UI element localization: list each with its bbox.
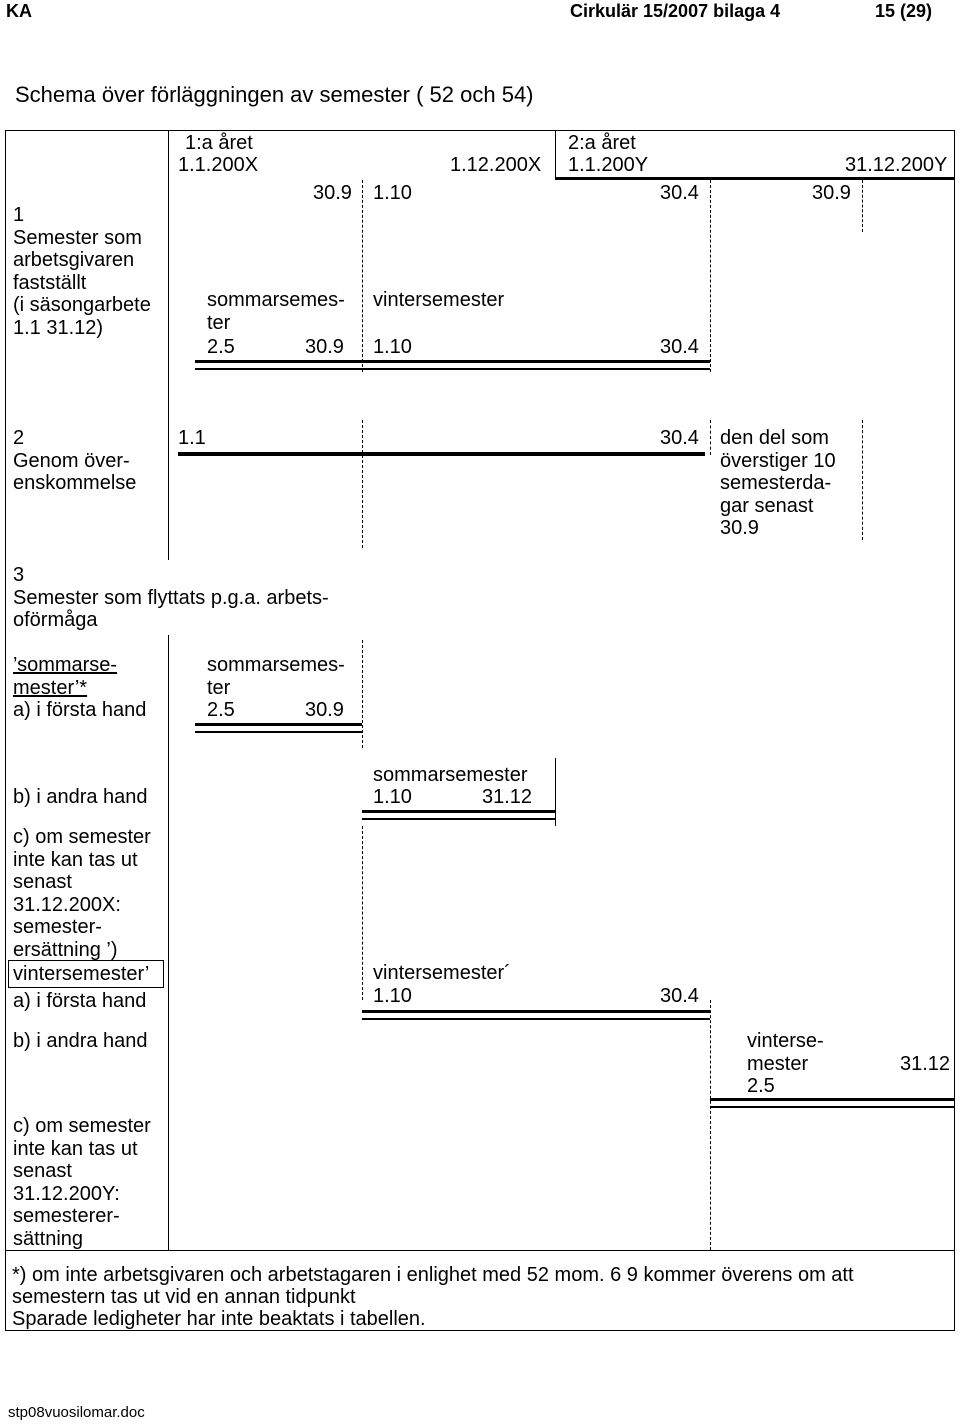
winter-b-label: b) i andra hand [13, 1030, 148, 1052]
guide-line-30-9 [862, 180, 863, 232]
winter-c-label-line: sättning [13, 1227, 84, 1250]
winter-a-bar-label: vintersemester´ [373, 962, 511, 984]
summer-a-bar-label-line: ter [207, 676, 231, 699]
table-top-border [5, 130, 955, 131]
summer-c-label-line: ersättning ’) [13, 938, 118, 961]
row3-label [13, 564, 329, 632]
row1-label [13, 204, 151, 339]
row2-start: 1.1 [178, 427, 206, 449]
winter-c-label-line: inte kan tas ut [13, 1137, 138, 1160]
row1-label-line: arbetsgivaren [13, 249, 135, 271]
year2-timeline [555, 177, 955, 180]
marker-date: 1.10 [373, 182, 412, 204]
row1-summer-label-line: sommarsemes- [207, 289, 345, 311]
row2-note-line: den del som [720, 427, 829, 449]
summer-b-start: 1.10 [373, 786, 412, 808]
row3-label-line: 3 [13, 564, 25, 586]
label-column-divider-lower [168, 635, 169, 1250]
summer-c-label-line: c) om semester [13, 826, 151, 848]
row2-end: 30.4 [660, 427, 699, 449]
row2-note-line: överstiger 10 [720, 449, 836, 472]
marker-date: 30.4 [660, 182, 699, 204]
row2-note-line: gar senast [720, 494, 814, 517]
row2-label-line: 2 [13, 427, 25, 449]
winter-c-label-line: senast [13, 1160, 72, 1182]
summer-c-label-line: semester- [13, 916, 102, 938]
winter-b-bar-label-line: mester [747, 1052, 809, 1075]
row3-label-line: oförmåga [13, 609, 98, 631]
winter-b-period-bar [710, 1098, 954, 1108]
row3-label-line: Semester som flyttats p.g.a. arbets- [13, 586, 329, 609]
row2-period-bar [178, 452, 705, 456]
guide-line-30-4 [710, 420, 711, 455]
footnote-line: semestern tas ut vid en annan tidpunkt [12, 1286, 356, 1308]
winter-b-end: 31.12 [900, 1053, 951, 1075]
summer-a-start: 2.5 [207, 699, 235, 721]
summer-section-label [13, 654, 146, 722]
year2-end: 31.12.200Y [845, 154, 948, 176]
row2-note-line: semesterda- [720, 472, 832, 494]
summer-a-bar-label [207, 654, 345, 699]
summer-c-label [13, 826, 151, 961]
guide-line-30-4 [710, 180, 711, 372]
row1-winter-start: 1.10 [373, 336, 412, 358]
summer-b-bar-label: sommarsemester [373, 764, 528, 786]
guide-line-30-9 [862, 420, 863, 540]
table-right-border [954, 130, 955, 1330]
row1-period-bar [195, 360, 710, 370]
row2-note [720, 427, 836, 540]
footnote [12, 1264, 854, 1330]
guide-line-1-10 [362, 180, 363, 372]
guide-line-1-10 [362, 826, 363, 1000]
year1-start: 1.1.200X [178, 154, 259, 176]
summer-a-label: a) i första hand [13, 699, 147, 721]
winter-c-label-line: 31.12.200Y: [13, 1182, 120, 1205]
winter-c-label-line: semesterer- [13, 1205, 120, 1227]
header-center: Cirkulär 15/2007 bilaga 4 [570, 1, 781, 21]
summer-section-label-line: mester’* [13, 676, 88, 699]
summer-c-label-line: inte kan tas ut [13, 848, 138, 871]
guide-line-1-10 [362, 420, 363, 548]
summer-section-label-line: ’sommarse- [13, 654, 118, 676]
year1-label: 1:a året [185, 132, 253, 154]
summer-b-label: b) i andra hand [13, 786, 148, 808]
winter-b-start: 2.5 [747, 1075, 775, 1097]
year1-end: 1.12.200X [450, 154, 542, 176]
winter-b-bar-label [747, 1030, 824, 1075]
row1-summer-label-line: ter [207, 311, 231, 334]
summer-b-end-divider [555, 758, 556, 826]
summer-a-bar-label-line: sommarsemes- [207, 654, 345, 676]
winter-a-start: 1.10 [373, 985, 412, 1007]
summer-b-end: 31.12 [482, 786, 533, 808]
row1-label-line: fastställt [13, 271, 87, 294]
row1-label-line: Semester som [13, 226, 142, 249]
marker-date: 30.9 [812, 182, 851, 204]
row2-label-line: Genom över- [13, 449, 130, 472]
row2-label-line: enskommelse [13, 472, 137, 494]
winter-c-label-line: c) om semester [13, 1115, 151, 1137]
guide-line-30-4 [710, 1000, 711, 1250]
header-left: KA [6, 1, 32, 21]
winter-section-label: vintersemester’ [8, 960, 164, 988]
row1-winter-end: 30.4 [660, 336, 699, 358]
footnote-separator [5, 1250, 955, 1251]
guide-line-1-10 [362, 640, 363, 748]
row1-summer-start: 2.5 [207, 336, 235, 358]
label-column-divider [168, 130, 169, 560]
row2-label [13, 427, 136, 495]
summer-c-label-line: senast [13, 871, 72, 893]
row1-summer-label [207, 289, 345, 334]
winter-c-label [13, 1115, 151, 1250]
summer-a-end: 30.9 [305, 699, 344, 721]
footnote-line: Sparade ledigheter har inte beaktats i tabellen. [12, 1308, 426, 1330]
winter-a-label: a) i första hand [13, 990, 147, 1012]
marker-date: 30.9 [313, 182, 352, 204]
file-name-footer: stp08vuosilomar.doc [8, 1404, 145, 1421]
table-left-border [5, 130, 6, 1330]
header-page-number: 15 (29) [875, 1, 933, 21]
row1-summer-end: 30.9 [305, 336, 344, 358]
winter-a-end: 30.4 [660, 985, 699, 1007]
footnote-line: *) om inte arbetsgivaren och arbetstagaren i enlighet med 52 mom. 6 9 kommer överens om att [12, 1264, 854, 1286]
year2-start: 1.1.200Y [568, 154, 649, 176]
summer-a-period-bar [195, 723, 362, 733]
row2-note-line: 30.9 [720, 517, 759, 539]
summer-c-label-line: 31.12.200X: [13, 893, 121, 916]
row1-label-line: 1 [13, 204, 25, 226]
winter-a-period-bar [362, 1010, 710, 1020]
table-bottom-border [5, 1330, 955, 1331]
year-divider [555, 130, 556, 180]
page-title: Schema över förläggningen av semester ( 52 och 54) [15, 82, 534, 107]
summer-b-period-bar [362, 810, 555, 820]
row1-label-line: 1.1 31.12) [13, 316, 104, 339]
row1-winter-label: vintersemester [373, 289, 505, 311]
year2-label: 2:a året [568, 132, 636, 154]
winter-b-bar-label-line: vinterse- [747, 1030, 824, 1052]
row1-label-line: (i säsongarbete [13, 294, 151, 316]
